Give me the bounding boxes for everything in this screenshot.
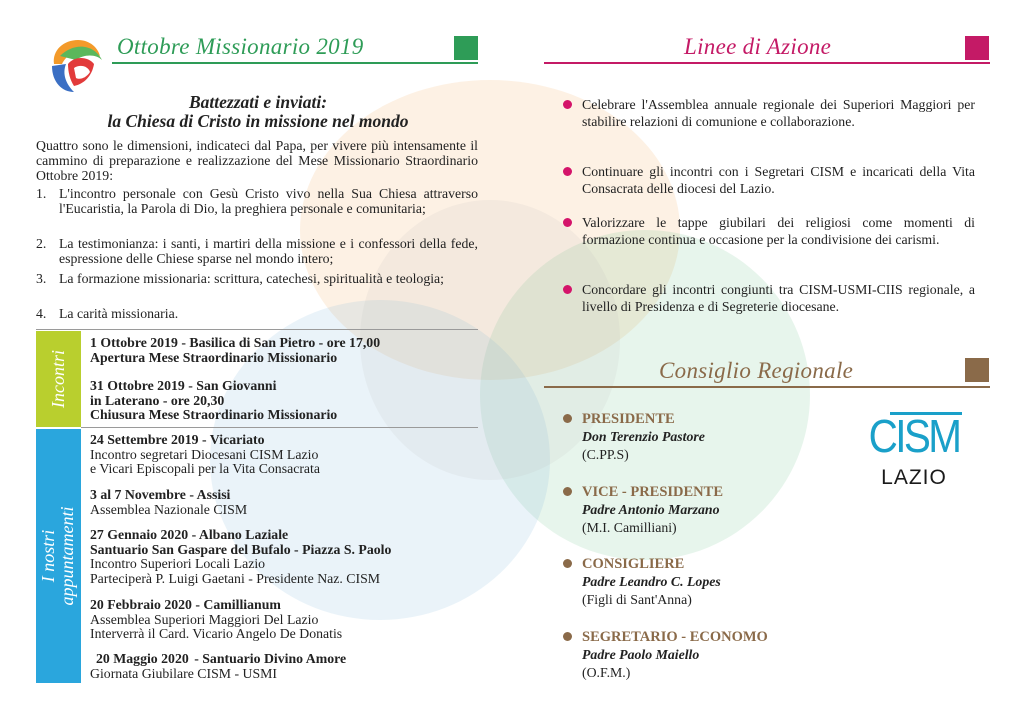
dimension-text: La formazione missionaria: scrittura, catechesi, spiritualità e teologia; — [59, 271, 445, 286]
dimension-number: 4. — [36, 306, 47, 321]
member-order: (O.F.M.) — [582, 665, 631, 680]
consiglio-title: Consiglio Regionale — [659, 358, 854, 383]
member-order: (M.I. Camilliani) — [582, 520, 677, 535]
right-header-square — [965, 36, 989, 60]
appuntamento-item — [90, 433, 480, 477]
cism-logo-sub: LAZIO — [881, 466, 947, 489]
linea-text: Celebrare l'Assemblea annuale regionale dei Superiori Maggiori per stabilire relazioni di comunione e collaborazione. — [582, 97, 975, 129]
event-subtitle: Chiusura Mese Straordinario Missionario — [90, 407, 338, 423]
appuntamento-detail: e Vicari Episcopali per la Vita Consacrata — [90, 461, 320, 477]
appuntamento-item — [90, 528, 480, 586]
main-title-line1: Battezzati e inviati: — [188, 92, 328, 112]
bullet-dot-icon — [563, 285, 572, 294]
intro-paragraph: Quattro sono le dimensioni, indicateci dal Papa, per vivere più intensamente il cammino di preparazione e realizzazione del Mese Missionario Straordinario Ottobre 2019: — [36, 138, 478, 184]
section-divider — [81, 427, 478, 428]
appuntamento-detail: Interverrà il Card. Vicario Angelo De Donatis — [90, 626, 343, 642]
right-header-rule — [544, 62, 990, 64]
appuntamento-item — [90, 652, 480, 681]
linea-text: Concordare gli incontri congiunti tra CISM-USMI-CIIS regionale, a livello di Presidenza e di Segreterie diocesane. — [582, 282, 975, 314]
event-title: 31 Ottobre 2019 - San Giovanni — [90, 378, 277, 393]
incontri-event — [90, 336, 480, 365]
dimension-number: 3. — [36, 271, 47, 286]
linea-text: Continuare gli incontri con i Segretari CISM e incaricati della Vita Consacrata delle diocesi del Lazio. — [582, 164, 975, 196]
appuntamento-date: 20 Maggio 2020 — [96, 651, 189, 666]
bullet-dot-icon — [563, 487, 572, 496]
bullet-dot-icon — [563, 559, 572, 568]
member-role: PRESIDENTE — [582, 411, 675, 427]
left-header-rule — [112, 62, 478, 64]
member-role: VICE - PRESIDENTE — [582, 484, 723, 500]
appuntamento-detail: Incontro Superiori Locali Lazio — [90, 556, 266, 572]
left-header-title: Ottobre Missionario 2019 — [117, 34, 364, 59]
dimension-text: L'incontro personale con Gesù Cristo vivo nella Sua Chiesa attraverso l'Eucaristia, la Parola di Dio, la preghiera personale e comunitaria; — [59, 186, 478, 217]
member-name: Don Terenzio Pastore — [582, 429, 705, 444]
appuntamento-title: 27 Gennaio 2020 - Albano Laziale — [90, 527, 289, 542]
member-name: Padre Paolo Maiello — [582, 647, 700, 662]
appuntamento-title: - Santuario Divino Amore — [190, 651, 347, 666]
linea-text: Valorizzare le tappe giubilari dei religiosi come momenti di formazione continua e occasione per la condivisione dei carismi. — [582, 215, 975, 247]
consiglio-rule — [544, 386, 990, 388]
consiglio-square — [965, 358, 989, 382]
appuntamento-detail: Parteciperà P. Luigi Gaetani - Presidente Naz. CISM — [90, 570, 381, 586]
bullet-dot-icon — [563, 414, 572, 423]
event-title: 1 Ottobre 2019 - Basilica di San Pietro - ore 17,00 — [90, 335, 381, 350]
appuntamento-detail: Assemblea Superiori Maggiori Del Lazio — [90, 611, 319, 627]
member-role: SEGRETARIO - ECONOMO — [582, 629, 768, 645]
member-order: (Figli di Sant'Anna) — [582, 592, 692, 607]
bullet-dot-icon — [563, 218, 572, 227]
event-title: in Laterano - ore 20,30 — [90, 392, 225, 408]
appuntamento-detail: Giornata Giubilare CISM - USMI — [90, 665, 277, 681]
member-order: (C.PP.S) — [582, 447, 629, 462]
bullet-dot-icon — [563, 167, 572, 176]
dimension-text: La testimonianza: i santi, i martiri della missione e i confessori della fede, espressione delle Chiese sparse nel mondo intero; — [59, 236, 478, 267]
appuntamento-title: 20 Febbraio 2020 - Camillianum — [90, 597, 281, 612]
member-name: Padre Leandro C. Lopes — [582, 574, 721, 589]
appuntamento-title: 3 al 7 Novembre - Assisi — [90, 487, 231, 502]
appuntamenti-label-line1: I nostri — [38, 529, 58, 583]
dimension-number: 1. — [36, 186, 47, 201]
appuntamento-item — [90, 488, 480, 517]
cism-logo-text: CISM — [868, 410, 960, 462]
incontri-event — [90, 379, 480, 423]
dimension-number: 2. — [36, 236, 47, 251]
appuntamento-venue: Santuario San Gaspare del Bufalo - Piazza S. Paolo — [90, 541, 392, 557]
bullet-dot-icon — [563, 632, 572, 641]
appuntamento-detail: Assemblea Nazionale CISM — [90, 501, 248, 517]
appuntamento-detail: Incontro segretari Diocesani CISM Lazio — [90, 446, 319, 462]
bullet-dot-icon — [563, 100, 572, 109]
right-header-title: Linee di Azione — [684, 34, 832, 59]
appuntamenti-label — [39, 476, 79, 636]
appuntamento-item — [90, 598, 480, 642]
main-title-line2: la Chiesa di Cristo in missione nel mondo — [107, 111, 409, 131]
dimension-text: La carità missionaria. — [59, 306, 179, 321]
section-divider — [36, 329, 478, 330]
member-name: Padre Antonio Marzano — [582, 502, 720, 517]
cism-logo — [858, 406, 970, 496]
incontri-label: Incontri — [48, 350, 68, 408]
left-header-square — [454, 36, 478, 60]
appuntamento-title: 24 Settembre 2019 - Vicariato — [90, 432, 265, 447]
member-role: CONSIGLIERE — [582, 556, 685, 572]
appuntamenti-label-line2: appuntamenti — [57, 506, 77, 606]
event-subtitle: Apertura Mese Straordinario Missionario — [90, 349, 338, 365]
missionary-logo-icon — [44, 34, 108, 98]
